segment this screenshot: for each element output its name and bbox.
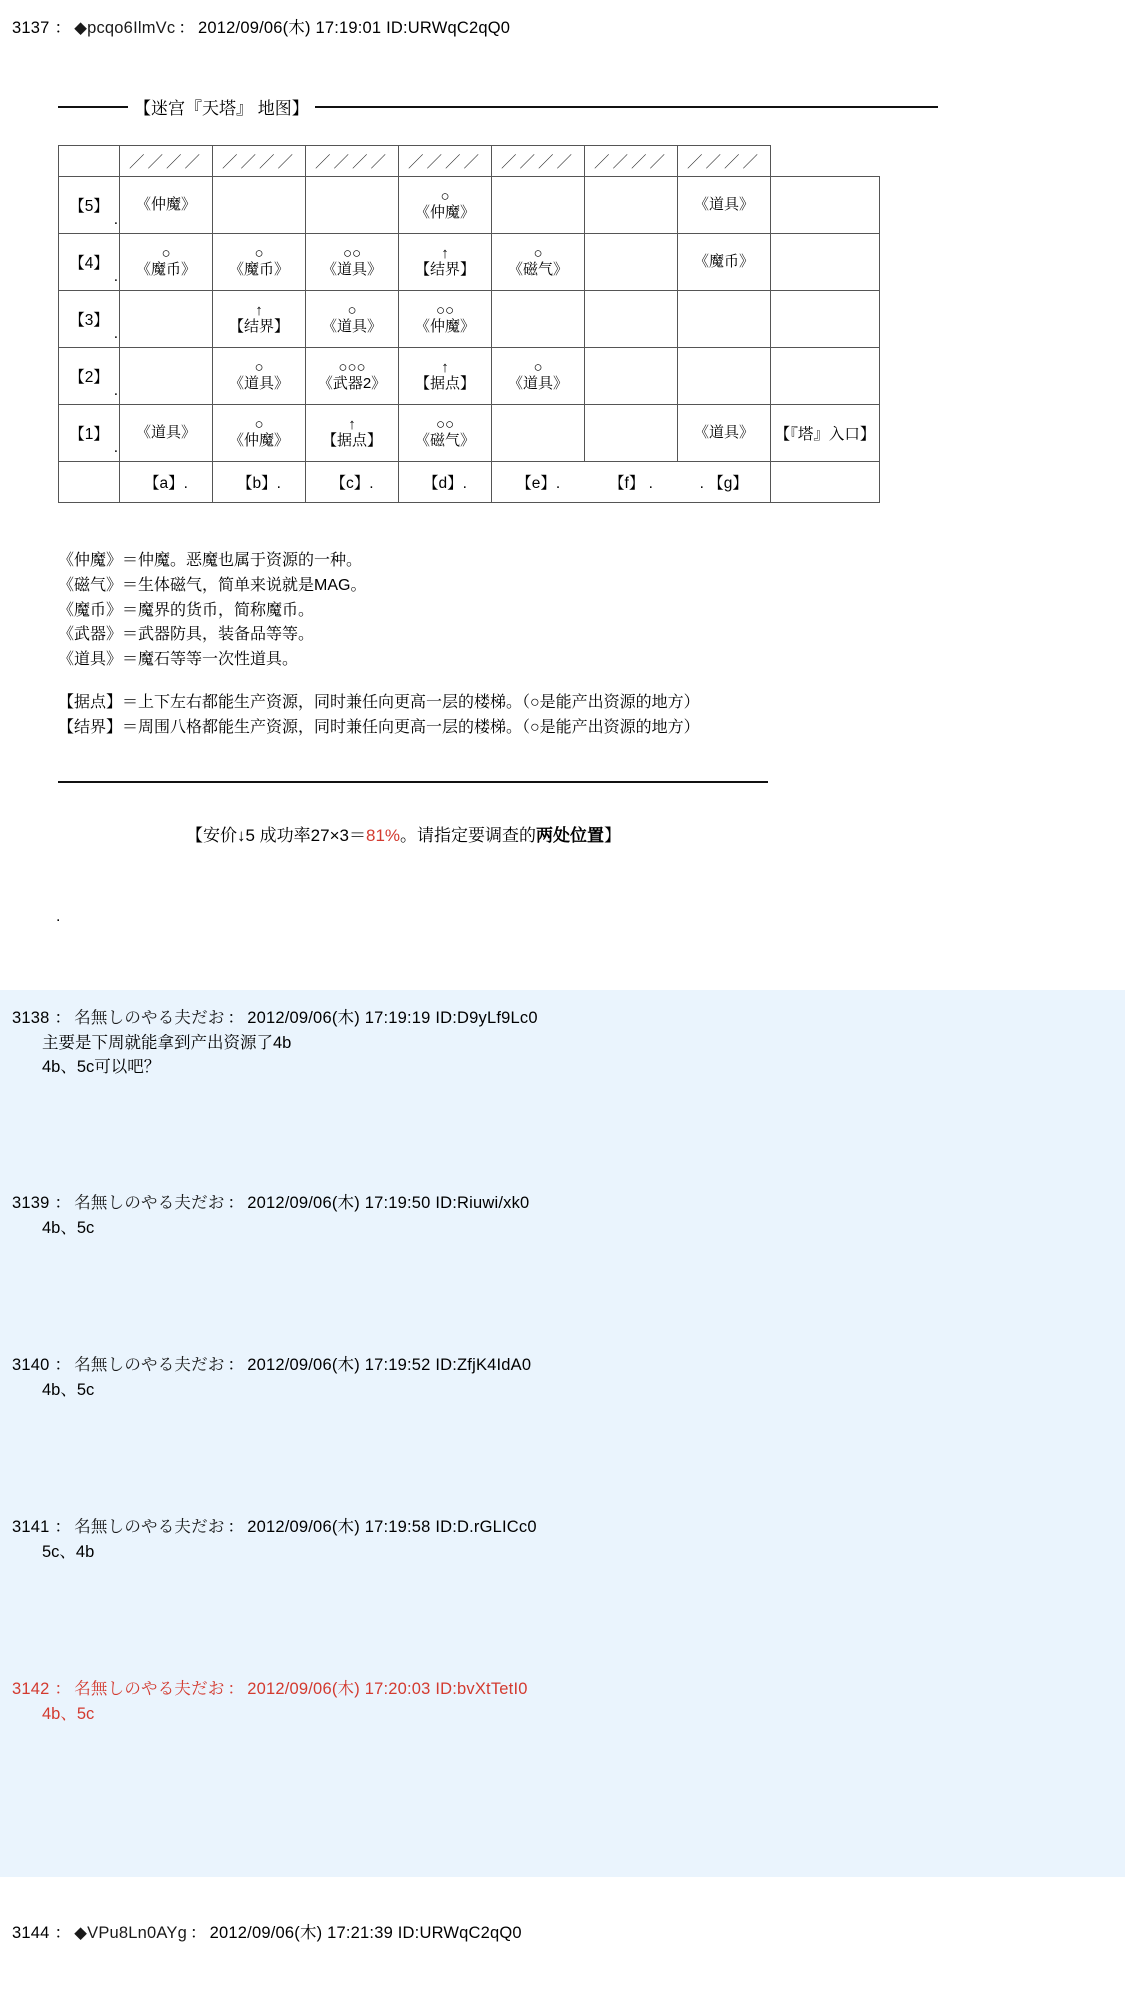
map-cell-g4[interactable]: 《魔币》 bbox=[678, 234, 771, 291]
divider-left bbox=[58, 106, 128, 108]
map-cell-g2[interactable] bbox=[678, 348, 771, 405]
post-line: 5c、4b bbox=[42, 1543, 95, 1562]
post-number: 3142 bbox=[12, 1680, 50, 1699]
post-line: 4b、5c bbox=[42, 1219, 95, 1238]
post-date: 2012/09/06(木) 17:19:19 bbox=[247, 1008, 431, 1027]
post-date: 2012/09/06(木) 17:19:52 bbox=[247, 1356, 431, 1375]
map-row-spacer bbox=[771, 291, 880, 348]
row-label-3: 【3】 . bbox=[59, 291, 120, 348]
map-row bbox=[59, 234, 880, 291]
map-cell-g5[interactable]: 《道具》 bbox=[678, 177, 771, 234]
section-divider bbox=[58, 781, 768, 783]
map-cell-e2[interactable]: ○ 《道具》 bbox=[492, 348, 585, 405]
post-3141 bbox=[0, 1499, 1125, 1661]
map-cell-a3[interactable] bbox=[120, 291, 213, 348]
hatch-cell: ／／／／ bbox=[120, 146, 213, 177]
post-uid: ID:ZfjK4IdA0 bbox=[435, 1356, 532, 1375]
map-title: 【迷宫『天塔』 地图】 bbox=[134, 99, 309, 118]
legend-line: 【结界】＝周围八格都能生产资源，同时兼任向更高一层的楼梯。（○是能产出资源的地方） bbox=[58, 718, 700, 736]
hatch-cell: ／／／／ bbox=[585, 146, 678, 177]
hatch-cell: ／／／／ bbox=[306, 146, 399, 177]
map-cell-e3[interactable] bbox=[492, 291, 585, 348]
post-body bbox=[0, 1541, 1125, 1565]
dungeon-map-figure bbox=[0, 42, 1125, 990]
map-cell-c2[interactable]: ○○○ 《武器2》 bbox=[306, 348, 399, 405]
map-cell-e5[interactable] bbox=[492, 177, 585, 234]
post-author[interactable]: 名無しのやる夫だお bbox=[74, 1680, 225, 1699]
hatch-cell: ／／／／ bbox=[678, 146, 771, 177]
map-cell-b4[interactable]: ○ 《魔币》 bbox=[213, 234, 306, 291]
map-cell-f2[interactable] bbox=[585, 348, 678, 405]
map-cell-c4[interactable]: ○○ 《道具》 bbox=[306, 234, 399, 291]
col-label-a: 【a】. bbox=[120, 462, 213, 503]
post-body bbox=[0, 1032, 1125, 1080]
post-header: 3144 ： ◆VPu8Ln0AYg ： 2012/09/06(木) 17:21:39 ID:URWqC2qQ0 bbox=[12, 1924, 522, 1943]
row-label-2: 【2】 . bbox=[59, 348, 120, 405]
map-cell-a1[interactable]: 《道具》 bbox=[120, 405, 213, 462]
post-date: 2012/09/06(木) 17:19:50 bbox=[247, 1194, 431, 1213]
map-cell-d1[interactable]: ○○ 《磁气》 bbox=[399, 405, 492, 462]
post-line: 4b、5c bbox=[42, 1705, 95, 1724]
post-3139 bbox=[0, 1175, 1125, 1337]
map-row-spacer bbox=[771, 234, 880, 291]
dungeon-map-table bbox=[58, 145, 880, 503]
post-3138 bbox=[0, 990, 1125, 1176]
map-cell-a2[interactable] bbox=[120, 348, 213, 405]
post-author[interactable]: ◆pcqo6IlmVc bbox=[74, 19, 176, 37]
post-author[interactable]: ◆VPu8Ln0AYg bbox=[74, 1924, 187, 1943]
post-author[interactable]: 名無しのやる夫だお bbox=[74, 1194, 225, 1213]
row-label-4: 【4】 . bbox=[59, 234, 120, 291]
trailing-dot: . bbox=[56, 907, 61, 925]
map-cell-f5[interactable] bbox=[585, 177, 678, 234]
post-date: 2012/09/06(木) 17:19:01 bbox=[198, 19, 382, 37]
post-uid: ID:Riuwi/xk0 bbox=[435, 1194, 530, 1213]
post-uid: ID:bvXtTetI0 bbox=[435, 1680, 528, 1699]
map-cell-c3[interactable]: ○ 《道具》 bbox=[306, 291, 399, 348]
legend-line: 【据点】＝上下左右都能生产资源，同时兼任向更高一层的楼梯。（○是能产出资源的地方） bbox=[58, 693, 700, 711]
col-label-d: 【d】. bbox=[399, 462, 492, 503]
post-author[interactable]: 名無しのやる夫だお bbox=[74, 1356, 225, 1375]
success-rate: 81% bbox=[365, 825, 401, 845]
hatch-cell: ／／／／ bbox=[213, 146, 306, 177]
map-cell-f1[interactable] bbox=[585, 405, 678, 462]
post-uid: ID:URWqC2qQ0 bbox=[397, 1924, 522, 1943]
post-author[interactable]: 名無しのやる夫だお bbox=[74, 1008, 225, 1027]
map-title-row bbox=[58, 94, 938, 119]
post-number: 3141 bbox=[12, 1518, 50, 1537]
row-label-1: 【1】 . bbox=[59, 405, 120, 462]
map-cell-e4[interactable]: ○ 《磁气》 bbox=[492, 234, 585, 291]
post-date: 2012/09/06(木) 17:20:03 bbox=[247, 1680, 431, 1699]
post-3144 bbox=[0, 1877, 1125, 2001]
post-line: 4b、5c可以吧？ bbox=[42, 1057, 161, 1076]
map-cell-a5[interactable]: 《仲魔》 bbox=[120, 177, 213, 234]
map-cell-d2[interactable]: ↑ 【据点】 bbox=[399, 348, 492, 405]
legend-line: 《仲魔》＝仲魔。恶魔也属于资源的一种。 bbox=[58, 552, 363, 569]
map-row bbox=[59, 291, 880, 348]
col-label-g: . 【g】 bbox=[678, 462, 771, 503]
post-3140 bbox=[0, 1337, 1125, 1499]
post-date: 2012/09/06(木) 17:21:39 bbox=[209, 1924, 393, 1943]
col-label-e: 【e】. bbox=[492, 462, 585, 503]
post-header: 3137 ： ◆pcqo6IlmVc ： 2012/09/06(木) 17:19:01 ID:URWqC2qQ0 bbox=[12, 19, 511, 37]
post-3142 bbox=[0, 1661, 1125, 1877]
post-body bbox=[0, 1217, 1125, 1241]
map-row-spacer bbox=[771, 462, 880, 503]
map-cell-d4[interactable]: ↑ 【结界】 bbox=[399, 234, 492, 291]
post-body bbox=[0, 1379, 1125, 1403]
post-header: 3142 ： 名無しのやる夫だお ： 2012/09/06(木) 17:20:03 ID:bvXtTetI0 bbox=[12, 1680, 528, 1699]
hatch-cell: ／／／／ bbox=[492, 146, 585, 177]
hatch-row-label bbox=[59, 146, 120, 177]
map-row bbox=[59, 405, 880, 462]
map-cell-g3[interactable] bbox=[678, 291, 771, 348]
col-label-c: 【c】. bbox=[306, 462, 399, 503]
map-cell-f3[interactable] bbox=[585, 291, 678, 348]
post-number: 3139 bbox=[12, 1194, 50, 1213]
spacer bbox=[0, 926, 1125, 980]
anka-line: 【安价↓5 成功率27×3＝81%。请指定要调查的两处位置】 bbox=[186, 825, 622, 845]
spacer bbox=[0, 1727, 1125, 1877]
post-number: 3144 bbox=[12, 1924, 50, 1943]
map-cell-e1[interactable] bbox=[492, 405, 585, 462]
post-header: 3139 ： 名無しのやる夫だお ： 2012/09/06(木) 17:19:50 ID:Riuwi/xk0 bbox=[12, 1194, 530, 1213]
collabel-row-corner bbox=[59, 462, 120, 503]
spacer bbox=[0, 1565, 1125, 1661]
post-date: 2012/09/06(木) 17:19:58 bbox=[247, 1518, 431, 1537]
post-uid: ID:URWqC2qQ0 bbox=[386, 19, 511, 37]
map-cell-d5[interactable]: ○ 《仲魔》 bbox=[399, 177, 492, 234]
post-number: 3137 bbox=[12, 19, 50, 37]
legend-line: 《武器》＝武器防具，装备品等等。 bbox=[58, 626, 315, 644]
map-hatch-row bbox=[59, 146, 880, 177]
post-header: 3141 ： 名無しのやる夫だお ： 2012/09/06(木) 17:19:58 ID:D.rGLICc0 bbox=[12, 1518, 537, 1537]
row-label-5: 【5】 . bbox=[59, 177, 120, 234]
map-cell-b2[interactable]: ○ 《道具》 bbox=[213, 348, 306, 405]
spacer bbox=[0, 1947, 1125, 2001]
map-cell-d3[interactable]: ○○ 《仲魔》 bbox=[399, 291, 492, 348]
col-label-b: 【b】. bbox=[213, 462, 306, 503]
post-line: 4b、5c bbox=[42, 1381, 95, 1400]
legend-line: 《魔币》＝魔界的货币，简称魔币。 bbox=[58, 601, 315, 619]
legend-line: 《磁气》＝生体磁气，简单来说就是MAG。 bbox=[58, 576, 367, 594]
post-uid: ID:D.rGLICc0 bbox=[435, 1518, 537, 1537]
map-cell-c1[interactable]: ↑ 【据点】 bbox=[306, 405, 399, 462]
map-collabel-row bbox=[59, 462, 880, 503]
map-cell-f4[interactable] bbox=[585, 234, 678, 291]
anka-emphasis: 两处位置 bbox=[536, 825, 605, 845]
map-cell-a4[interactable]: ○ 《魔币》 bbox=[120, 234, 213, 291]
map-legend bbox=[58, 549, 1125, 741]
tower-entrance-cell[interactable]: 【『塔』入口】 bbox=[771, 405, 880, 462]
legend-line: 《道具》＝魔石等等一次性道具。 bbox=[58, 651, 299, 669]
spacer bbox=[0, 1241, 1125, 1337]
post-author[interactable]: 名無しのやる夫だお bbox=[74, 1518, 225, 1537]
spacer bbox=[0, 1877, 1125, 1905]
post-3137 bbox=[0, 0, 1125, 990]
spacer bbox=[0, 1079, 1125, 1175]
spacer bbox=[0, 1403, 1125, 1499]
col-label-f: 【f】 . bbox=[585, 462, 678, 503]
map-row bbox=[59, 348, 880, 405]
post-number: 3138 bbox=[12, 1008, 50, 1027]
divider-right bbox=[315, 106, 938, 108]
map-cell-c5[interactable] bbox=[306, 177, 399, 234]
map-cell-g1[interactable]: 《道具》 bbox=[678, 405, 771, 462]
map-cell-b3[interactable]: ↑ 【结界】 bbox=[213, 291, 306, 348]
hatch-cell-empty bbox=[771, 146, 880, 177]
post-header: 3138 ： 名無しのやる夫だお ： 2012/09/06(木) 17:19:19 ID:D9yLf9Lc0 bbox=[12, 1008, 538, 1027]
post-header: 3140 ： 名無しのやる夫だお ： 2012/09/06(木) 17:19:52 ID:ZfjK4IdA0 bbox=[12, 1356, 532, 1375]
map-row-spacer bbox=[771, 348, 880, 405]
map-row-spacer bbox=[771, 177, 880, 234]
map-cell-b1[interactable]: ○ 《仲魔》 bbox=[213, 405, 306, 462]
post-number: 3140 bbox=[12, 1356, 50, 1375]
post-body bbox=[0, 1703, 1125, 1727]
hatch-cell: ／／／／ bbox=[399, 146, 492, 177]
map-cell-b5[interactable] bbox=[213, 177, 306, 234]
post-line: 主要是下周就能拿到产出资源了4b bbox=[42, 1033, 292, 1052]
map-row bbox=[59, 177, 880, 234]
post-uid: ID:D9yLf9Lc0 bbox=[435, 1008, 538, 1027]
